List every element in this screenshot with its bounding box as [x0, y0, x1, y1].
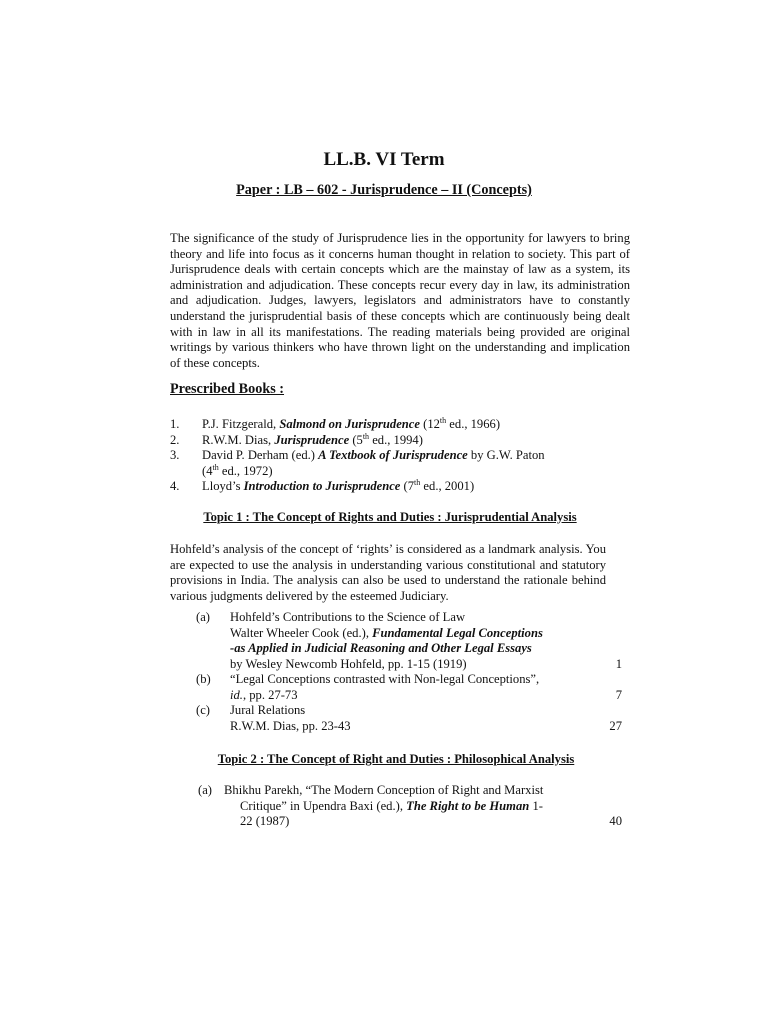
reading-page-number: 7: [615, 687, 622, 702]
reading-line: R.W.M. Dias, pp. 23-43: [230, 718, 351, 733]
reading-item-1a: [196, 610, 630, 672]
book-number: 1.: [170, 417, 180, 431]
reading-item-2a: [198, 783, 632, 830]
reading-editor: Walter Wheeler Cook (ed.),: [230, 625, 373, 640]
intro-text: The significance of the study of Jurisprudence lies in the opportunity for lawyers to bring theory and life into focus as it concerns human thought in relation to society. This part of Jurisprudence deals with certain concepts which are the mainstay of law as a system, its administration and adjudication. These concepts recur every day in law, its administration and adjudication. Judges, lawyers, legislators and administrators have to constantly understand the jurisprudential basis of these concepts which are continuously being dealt with in law in all its manifestations. The reading materials being provided are original writings by various thinkers who have thrown light on the understanding and implication of these concepts.: [170, 231, 630, 370]
reading-pages: , pp. 27-73: [242, 687, 298, 702]
book-entry: [202, 417, 500, 433]
book-author: by G.W. Paton: [467, 448, 545, 463]
reading-label: (a): [196, 610, 210, 624]
book-item: [170, 417, 630, 433]
topic-1-paragraph: Hohfeld’s analysis of the concept of ‘rights’ is considered as a landmark analysis. You are expected to use the analysis in understanding various constitutional and statutory provisions in India. The analysis can also be used to understand the rationale behind various judgments delivered by the esteemed Judiciary.: [170, 542, 606, 603]
book-edition-sup: th: [414, 478, 421, 488]
reading-citation: [230, 610, 630, 672]
reading-line: “Legal Conceptions contrasted with Non-legal Conceptions”,: [230, 672, 540, 686]
paper-subtitle: [0, 181, 768, 199]
book-author: R.W.M. Dias,: [202, 432, 275, 447]
book-edition: (5: [349, 432, 363, 447]
book-title: A Textbook of Jurisprudence: [318, 448, 468, 463]
reading-line: Jural Relations: [230, 703, 306, 717]
book-title: Introduction to Jurisprudence: [243, 479, 401, 494]
book-title: Salmond on Jurisprudence: [279, 417, 420, 431]
book-author: Lloyd’s: [202, 479, 244, 494]
reading-title: The Right to be Human: [406, 798, 530, 813]
reading-pages: 1-: [529, 798, 543, 813]
reading-page-number: 1: [615, 656, 622, 671]
book-edition-sup: th: [362, 431, 370, 441]
reading-item-1b: [196, 672, 630, 703]
reading-ibid: id.: [230, 687, 243, 702]
prescribed-books-heading: Prescribed Books :: [170, 381, 285, 397]
book-number: 3.: [170, 448, 180, 463]
book-edition: (4: [202, 463, 213, 478]
book-entry: [202, 448, 545, 479]
book-entry: [202, 479, 474, 495]
reading-citation: [224, 783, 632, 830]
reading-citation: [230, 672, 630, 703]
book-item: [170, 479, 630, 495]
reading-line: Bhikhu Parekh, “The Modern Conception of Right and Marxist: [224, 783, 544, 797]
intro-paragraph: [170, 231, 630, 371]
reading-page-number: 27: [609, 718, 622, 733]
book-item: [170, 448, 630, 479]
reading-title-continued: -as Applied in Judicial Reasoning and Other Legal Essays: [230, 641, 532, 656]
paper-subtitle-text: Paper : LB – 602 - Jurisprudence – II (Concepts): [236, 182, 532, 198]
topic-1-heading: [0, 510, 768, 526]
reading-line: [230, 626, 630, 642]
reading-page-number: 40: [609, 814, 622, 829]
reading-citation: [230, 703, 630, 734]
reading-line: Hohfeld’s Contributions to the Science of Law: [230, 610, 466, 624]
book-edition-rest: ed., 2001): [420, 479, 475, 494]
book-edition-sup: th: [439, 415, 447, 425]
book-edition-rest: ed., 1994): [369, 432, 423, 447]
reading-title: Fundamental Legal Conceptions: [372, 625, 543, 640]
book-edition-sup: th: [212, 462, 219, 472]
book-number: 2.: [170, 432, 180, 447]
book-edition: (7: [400, 479, 415, 494]
book-edition-rest: ed., 1972): [218, 463, 273, 478]
book-title: Jurisprudence: [274, 432, 350, 447]
reading-line: by Wesley Newcomb Hohfeld, pp. 1-15 (1919): [230, 656, 467, 671]
book-entry: [202, 433, 423, 449]
book-author: P.J. Fitzgerald,: [202, 417, 280, 431]
book-editor: David P. Derham (ed.): [202, 448, 319, 463]
reading-editor: Critique” in Upendra Baxi (ed.),: [240, 798, 407, 813]
reading-line: [230, 688, 630, 704]
book-edition-rest: ed., 1966): [446, 417, 501, 431]
reading-label: (a): [198, 783, 212, 797]
reading-line: [224, 799, 632, 815]
book-item: [170, 433, 630, 449]
topic-2-heading-text: Topic 2 : The Concept of Right and Duties : Philosophical Analysis: [217, 752, 575, 766]
prescribed-books-list: [170, 417, 630, 495]
topic-2-heading: [0, 752, 768, 768]
topic-1-heading-text: Topic 1 : The Concept of Rights and Duties : Jurisprudential Analysis: [203, 510, 577, 524]
book-number: 4.: [170, 479, 180, 494]
reading-item-1c: [196, 703, 630, 734]
book-edition: (12: [419, 417, 440, 431]
reading-line: 22 (1987): [240, 814, 290, 829]
reading-label: (c): [196, 703, 210, 717]
reading-label: (b): [196, 672, 211, 686]
page-title: LL.B. VI Term: [323, 149, 445, 170]
